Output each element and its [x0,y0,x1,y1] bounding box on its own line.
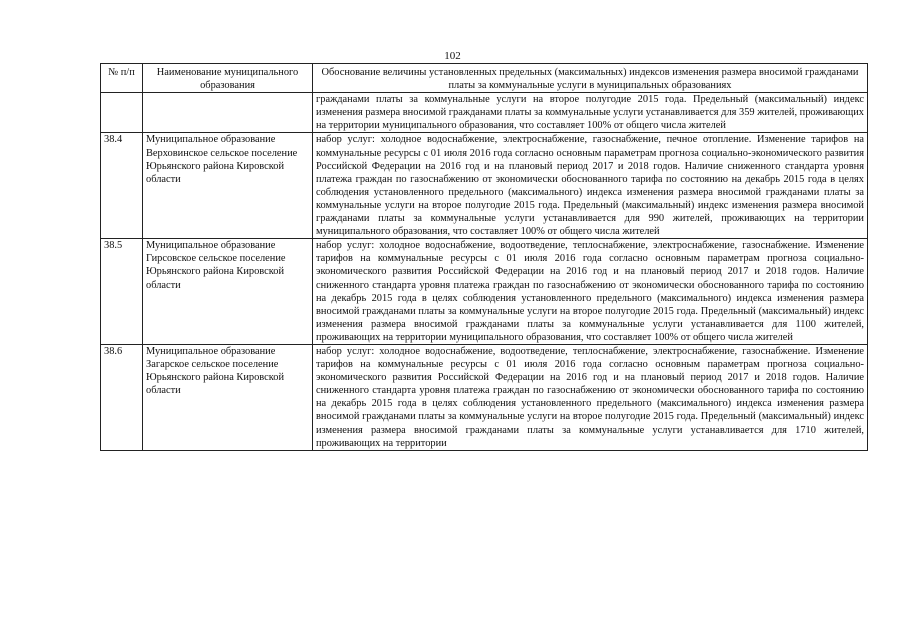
row-number: 38.6 [101,344,143,450]
table-row [101,239,868,345]
row-justification: гражданами платы за коммунальные услуги на второе полугодие 2015 года. Предельный (максимальный) индекс изменения размера вносимой гражданами платы за коммунальные услуги устанавливается для 359 жителей, проживающих на территории муниципального образования, что составляет 100% от общего числа жителей [313,93,868,133]
row-municipality [143,93,313,133]
row-municipality: Муниципальное образование Верховинское сельское поселение Юрьянского района Кировской области [143,133,313,239]
page-number: 102 [444,50,461,62]
row-justification: набор услуг: холодное водоснабжение, водоотведение, теплоснабжение, электроснабжение, газоснабжение. Изменение тарифов на коммунальные ресурсы с 01 июля 2016 года согласно основным параметрам прогноза социально-экономического развития Российской Федерации на 2016 год и на плановый период 2017 и 2018 годов. Наличие сниженного стандарта уровня платежа граждан по газоснабжению от экономически обоснованного тарифа по состоянию на декабрь 2015 года в целях соблюдения установленного предельного (максимального) индекса изменения размера вносимой гражданами платы за коммунальные услуги на второе полугодие 2015 года. Предельный (максимальный) индекс изменения размера вносимой гражданами платы за коммунальные услуги устанавливается для 1100 жителей, проживающих на территории муниципального образования, что составляет 100% от общего числа жителей [313,239,868,345]
row-justification: набор услуг: холодное водоснабжение, водоотведение, теплоснабжение, электроснабжение, газоснабжение. Изменение тарифов на коммунальные ресурсы с 01 июля 2016 года согласно основным параметрам прогноза социально-экономического развития Российской Федерации на 2016 год и на плановый период 2017 и 2018 годов. Наличие сниженного стандарта уровня платежа граждан по газоснабжению от экономически обоснованного тарифа по состоянию на декабрь 2015 года в целях соблюдения установленного предельного (максимального) индекса изменения размера вносимой гражданами платы за коммунальные услуги на второе полугодие 2015 года. Предельный (максимальный) индекс изменения размера вносимой гражданами платы за коммунальные услуги устанавливается для 1710 жителей, проживающих на территории [313,344,868,450]
table-header-row [101,64,868,93]
header-municipality: Наименование муниципального образования [143,64,313,93]
table-row [101,93,868,133]
row-municipality: Муниципальное образование Загарское сельское поселение Юрьянского района Кировской области [143,344,313,450]
row-municipality: Муниципальное образование Гирсовское сельское поселение Юрьянского района Кировской области [143,239,313,345]
indices-table [100,63,868,451]
row-number: 38.4 [101,133,143,239]
row-justification: набор услуг: холодное водоснабжение, электроснабжение, газоснабжение, печное отопление. Изменение тарифов на коммунальные ресурсы с 01 июля 2016 года согласно основным параметрам прогноза социально-экономического развития Российской Федерации на 2016 год и на плановый период 2017 и 2018 годов. Наличие сниженного стандарта уровня платежа граждан по газоснабжению от экономически обоснованного тарифа по состоянию на декабрь 2015 года в целях соблюдения установленного предельного (максимального) индекса изменения размера вносимой гражданами платы за коммунальные услуги на второе полугодие 2015 года. Предельный (максимальный) индекс изменения размера вносимой гражданами платы за коммунальные услуги устанавливается для 990 жителей, проживающих на территории муниципального образования, что составляет 100% от общего числа жителей [313,133,868,239]
row-number [101,93,143,133]
table-row [101,133,868,239]
header-justification: Обоснование величины установленных предельных (максимальных) индексов изменения размера вносимой гражданами платы за коммунальные услуги в муниципальных образованиях [313,64,868,93]
header-number: № п/п [101,64,143,93]
row-number: 38.5 [101,239,143,345]
table-row [101,344,868,450]
